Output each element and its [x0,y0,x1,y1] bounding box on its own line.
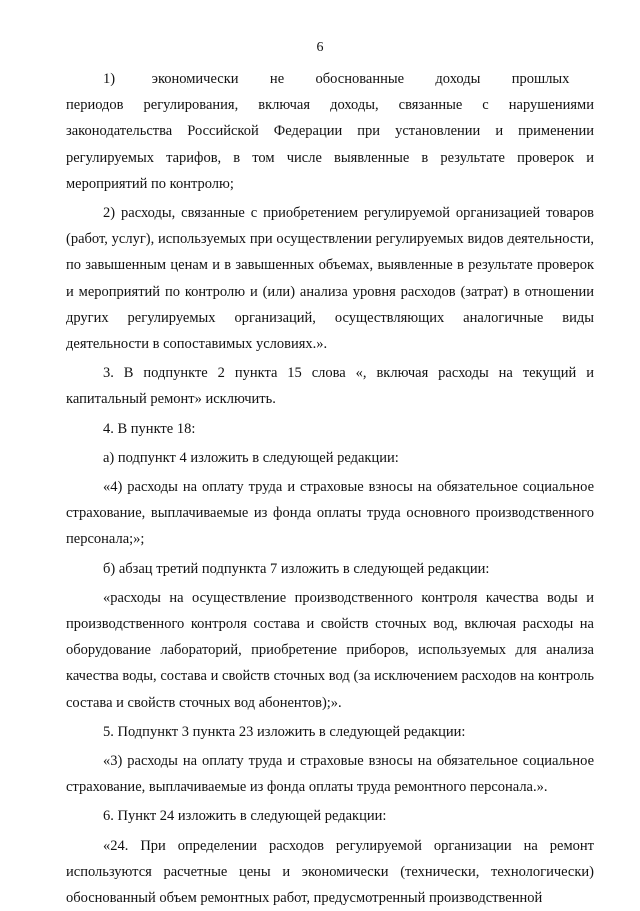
paragraph-item-2: 2) расходы, связанные с приобретением регулируемой организацией товаров (работ, услуг), используемых при осуществлении регулируемых видов деятельности, по завышенным ценам и в завышенных объемах, выявленные в результате проверок и мероприятий по контролю и (или) анализа уровня расходов (затрат) в отношении других регулируемых организаций, осуществляющих аналогичные виды деятельности в сопоставимых условиях.». [66,205,594,353]
paragraph-subclause-a: а) подпункт 4 изложить в следующей редакции: [103,449,399,466]
paragraph-clause-4: 4. В пункте 18: [103,420,196,437]
paragraph-item-1: 1) экономически не обоснованные доходы прошлых периодов регулирования, включая доходы, связанные с нарушениями законодательства Российской Федерации при установлении и применении регулируемых тарифов, в том числе выявленные в результате проверок и мероприятий по контролю; [66,71,594,192]
paragraph-clause-3: 3. В подпункте 2 пункта 15 слова «, включая расходы на текущий и капитальный ремонт» исключить. [66,365,594,408]
paragraph-quote-control: «расходы на осуществление производственного контроля качества воды и производственного контроля состава и свойств сточных вод, включая расходы на оборудование лабораторий, приобретение приборов, используемых для анализа качества воды, состава и свойств сточных вод (за исключением расходов на контроль состава и свойств сточных вод абонентов);». [66,589,594,711]
paragraph-quote-24: «24. При определении расходов регулируемой организации на ремонт используются расчетные цены и экономически (технически, технологически) обоснованный объем ремонтных работ, предусмотренный производственной [66,837,594,907]
paragraph-quote-3: «3) расходы на оплату труда и страховые взносы на обязательное социальное страхование, выплачиваемые из фонда оплаты труда ремонтного персонала.». [66,753,594,796]
page-number: 6 [316,40,324,55]
paragraph-subclause-b: б) абзац третий подпункта 7 изложить в следующей редакции: [103,560,490,577]
paragraph-clause-6: 6. Пункт 24 изложить в следующей редакции: [103,808,387,825]
paragraph-quote-4: «4) расходы на оплату труда и страховые взносы на обязательное социальное страхование, выплачиваемые из фонда оплаты труда основного производственного персонала;»; [66,479,594,548]
document-body [66,66,594,911]
paragraph-clause-5: 5. Подпункт 3 пункта 23 изложить в следующей редакции: [103,723,466,740]
